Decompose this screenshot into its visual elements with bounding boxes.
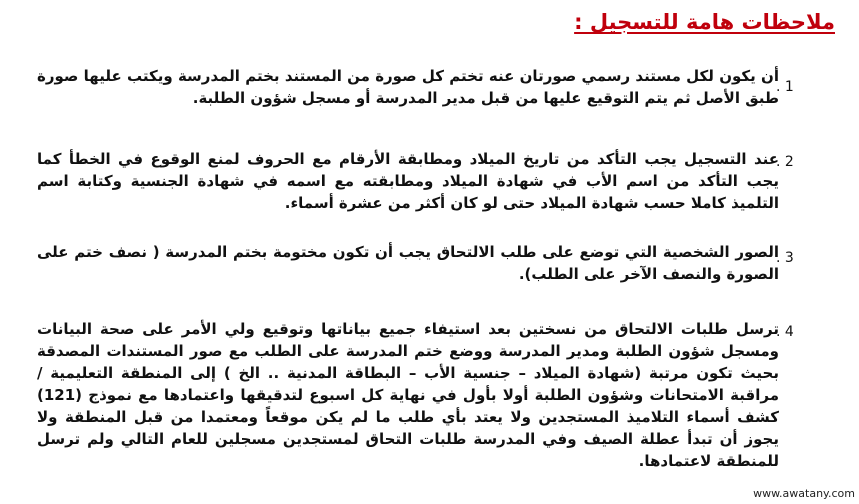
note-text-3: الصور الشخصية التي توضع على طلب الالتحاق يجب أن تكون مختومة بختم المدرسة ( نصف ختم على الصورة والنصف الآخر على الطلب). xyxy=(37,243,779,283)
source-watermark: www.awatany.com xyxy=(753,487,855,500)
note-number-4: . 4 xyxy=(776,324,794,340)
note-text-4: ترسل طلبات الالتحاق من نسختين بعد استيفاء جميع بياناتها وتوقيع ولي الأمر على صحة البيانات ومسجل شؤون الطلبة ومدير المدرسة ووضع ختم المدرسة على الطلب مع صور المستندات المصدقة بحيث تكون مرتبة (شهادة الميلاد – جنسية الأب – البطاقة المدنية .. الخ ) إلى المنطقة التعليمية / مراقبة الامتحانات وشؤون الطلبة أولا بأول في نهاية كل اسبوع لتدقيقها واعتمادها مع نموذج (121) كشف أسماء التلاميذ المستجدين ولا يعتد بأي طلب ما لم يكن موقعاً ومعتمدا من قبل المنطقة ولا يجوز أن تبدأ عطلة الصيف وفي المدرسة طلبات التحاق لمستجدين مسجلين للعام التالي ولم ترسل للمنطقة لاعتمادها. xyxy=(37,320,779,470)
note-number-3: . 3 xyxy=(776,250,794,266)
note-text-2: عند التسجيل يجب التأكد من تاريخ الميلاد ومطابقة الأرقام مع الحروف لمنع الوقوع في الخطأ كما يجب التأكد من اسم الأب في شهادة الميلاد ومطابقته مع اسمه في شهادة الجنسية وكتابة اسم التلميذ كاملا حسب شهادة الميلاد حتى لو كان أكثر من عشرة أسماء. xyxy=(37,150,779,212)
note-number-2: . 2 xyxy=(776,154,794,170)
note-text-1: أن يكون لكل مستند رسمي صورتان عنه تختم كل صورة من المستند بختم المدرسة ويكتب عليها صورة طبق الأصل ثم يتم التوقيع عليها من قبل مدير المدرسة أو مسجل شؤون الطلبة. xyxy=(37,67,779,107)
note-number-1: . 1 xyxy=(776,79,794,95)
page-title: ملاحظات هامة للتسجيل : xyxy=(574,10,835,34)
